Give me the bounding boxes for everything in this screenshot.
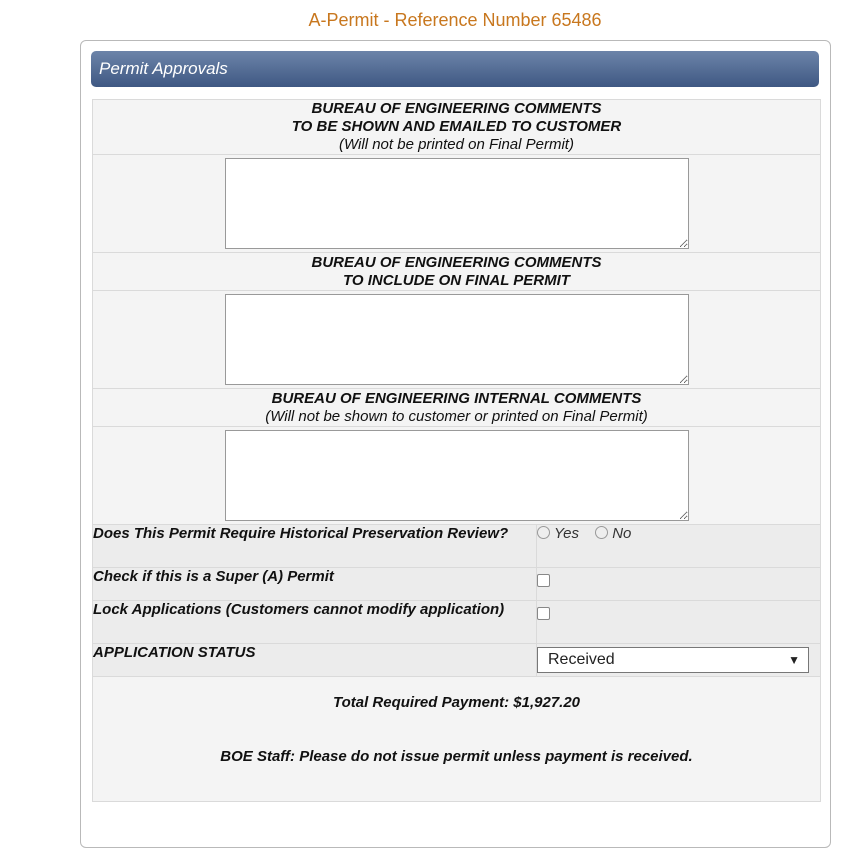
final-permit-comments-cell — [93, 291, 821, 389]
application-status-select[interactable] — [537, 647, 809, 673]
heading-note: (Will not be shown to customer or printed on Final Permit) — [265, 407, 648, 425]
lock-applications-cell — [537, 601, 821, 644]
internal-comments-textarea[interactable] — [225, 430, 689, 521]
heading-line: TO INCLUDE ON FINAL PERMIT — [343, 271, 570, 289]
application-status-value: Received — [548, 651, 615, 668]
lock-applications-label: Lock Applications (Customers cannot modify application) — [93, 601, 537, 644]
super-permit-checkbox[interactable] — [537, 574, 550, 587]
final-permit-comments-heading — [93, 253, 821, 291]
permit-panel — [80, 40, 831, 848]
historical-review-label: Does This Permit Require Historical Preservation Review? — [93, 525, 537, 568]
radio-yes-label: Yes — [554, 525, 580, 542]
super-permit-label: Check if this is a Super (A) Permit — [93, 568, 537, 601]
staff-notice: BOE Staff: Please do not issue permit unless payment is received. — [220, 748, 693, 765]
customer-comments-heading — [93, 100, 821, 155]
total-payment: Total Required Payment: $1,927.20 — [332, 694, 581, 711]
chevron-down-icon: ▼ — [788, 653, 800, 667]
page-title: A-Permit - Reference Number 65486 — [308, 10, 602, 30]
lock-applications-checkbox[interactable] — [537, 607, 550, 620]
historical-no-option[interactable] — [595, 525, 631, 542]
panel-header: Permit Approvals — [91, 51, 819, 87]
customer-comments-textarea[interactable] — [225, 158, 689, 249]
final-permit-comments-textarea[interactable] — [225, 294, 689, 385]
historical-yes-option[interactable] — [537, 525, 583, 542]
payment-footer — [93, 677, 821, 802]
heading-line: BUREAU OF ENGINEERING COMMENTS — [311, 100, 602, 117]
application-status-label: APPLICATION STATUS — [93, 644, 537, 677]
radio-no-label: No — [612, 525, 632, 542]
radio-yes[interactable] — [537, 526, 550, 539]
historical-review-options — [537, 525, 821, 568]
heading-line: TO BE SHOWN AND EMAILED TO CUSTOMER — [291, 118, 622, 135]
application-status-cell — [537, 644, 821, 677]
internal-comments-heading — [93, 389, 821, 427]
heading-line: BUREAU OF ENGINEERING COMMENTS — [311, 253, 602, 271]
heading-line: BUREAU OF ENGINEERING INTERNAL COMMENTS — [271, 389, 642, 407]
customer-comments-cell — [93, 155, 821, 253]
internal-comments-cell — [93, 427, 821, 525]
super-permit-cell — [537, 568, 821, 601]
heading-note: (Will not be printed on Final Permit) — [339, 136, 574, 153]
approvals-table — [92, 99, 821, 802]
radio-no[interactable] — [595, 526, 608, 539]
